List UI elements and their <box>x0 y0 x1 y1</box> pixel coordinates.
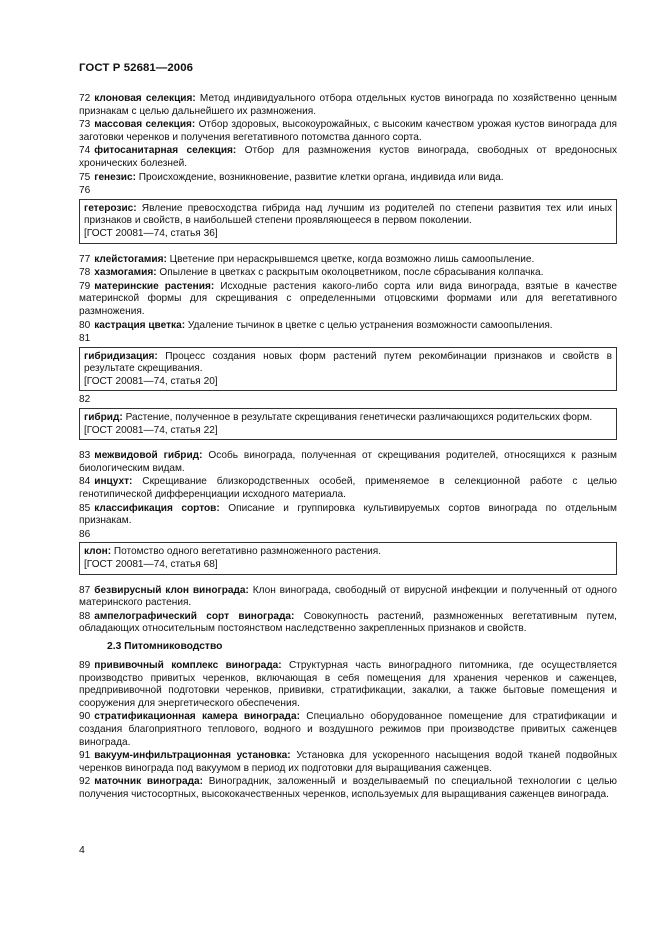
box-term: гетерозис: <box>84 202 137 214</box>
entry-term: ампелографический сорт винограда: <box>94 610 295 622</box>
entry-term: инцухт: <box>94 476 133 488</box>
box-definition: Растение, полученное в результате скрещивания генетически различающихся родительских форм. <box>122 412 593 424</box>
term-entry-92 <box>79 776 617 801</box>
entry-term: массовая селекция: <box>94 119 196 131</box>
entry-number: 79 <box>79 280 91 292</box>
entry-term: материнские растения: <box>94 280 215 292</box>
reference-box-86 <box>79 542 617 574</box>
entry-term: генезис: <box>94 171 136 183</box>
entry-term: маточник винограда: <box>94 776 203 788</box>
entry-definition: Особь винограда, полученная от скрещивания родителей, относящихся к разным биологическим видам. <box>79 450 617 474</box>
entry-term: хазмогамия: <box>94 267 157 279</box>
entry-number: 88 <box>79 610 91 622</box>
entry-definition: Отбор здоровых, высокоурожайных, с высоким качеством урожая кустов винограда для заготовки черенков и получения вегетативного потомства данного сорта. <box>79 119 617 143</box>
box-source: [ГОСТ 20081—74, статья 22] <box>84 424 218 436</box>
entry-term: прививочный комплекс винограда: <box>94 659 282 671</box>
entry-number: 75 <box>79 171 91 183</box>
entry-number: 83 <box>79 450 91 462</box>
entry-term: фитосанитарная селекция: <box>94 145 237 157</box>
entry-definition: Исходные растения какого-либо сорта или вида винограда, взятые в качестве материнской формы для скрещивания с определенными отцовскими формами или для вегетативного размножения. <box>79 280 618 317</box>
entry-definition: Происхождение, возникновение, развитие клетки органа, индивида или вида. <box>135 171 504 183</box>
term-entry-72 <box>79 93 617 118</box>
reference-box-81 <box>79 347 617 392</box>
entry-term: клоновая селекция: <box>94 93 196 104</box>
entry-number: 74 <box>79 145 91 157</box>
box-source: [ГОСТ 20081—74, статья 36] <box>84 227 218 239</box>
entry-definition: Опыление в цветках с раскрытым околоцветником, после сбрасывания колпачка. <box>156 267 544 279</box>
entry-definition: Виноградник, заложенный и возделываемый по специальной технологии с целью получения чистосортных, высококачественных черенков, используемых для выращивания саженцев винограда. <box>79 776 617 800</box>
term-entry-74 <box>79 145 617 170</box>
term-entry-89 <box>79 660 617 710</box>
ref-entry-number-86: 86 <box>79 528 91 540</box>
box-term: гибрид: <box>84 412 123 424</box>
term-entry-73 <box>79 119 617 144</box>
entry-definition: Отбор для размножения кустов винограда, свободных от вредоносных хронических болезней. <box>79 145 617 169</box>
box-definition: Явление превосходства гибрида над лучшим из родителей по степени развития тех или иных признаков и свойств, в наибольшей степени проявляющееся в первом поколении. <box>84 202 612 227</box>
term-entry-85 <box>79 503 617 528</box>
document-header: ГОСТ Р 52681—2006 <box>79 62 194 74</box>
reference-box-82 <box>79 408 617 440</box>
entry-number: 91 <box>79 750 91 762</box>
box-term: клон: <box>84 546 112 558</box>
term-entry-80 <box>79 320 617 333</box>
box-definition: Потомство одного вегетативно размноженного растения. <box>111 546 382 558</box>
box-source: [ГОСТ 20081—74, статья 68] <box>84 559 218 570</box>
term-entry-88 <box>79 611 617 636</box>
entry-definition: Описание и группировка культивируемых сортов винограда по отдельным признакам. <box>79 502 618 527</box>
entry-definition: Структурная часть виноградного питомника, где осуществляется производство привитых черенков, включающая в себя помещения для хранения черенков и саженцев, предпрививочной подготовки черенков, прививки, стратификации, закалки, а также бытовые помещения и сооружения для энергетического обеспечения. <box>79 659 618 709</box>
ref-entry-number-76: 76 <box>79 185 91 197</box>
entry-term: межвидовой гибрид: <box>94 450 203 462</box>
entry-number: 85 <box>79 502 91 514</box>
entry-term: классификация сортов: <box>94 502 220 514</box>
page-number: 4 <box>79 844 85 856</box>
entry-definition: Метод индивидуального отбора отдельных кустов винограда по хозяйственно ценным признакам с целью дальнейшего их размножения. <box>79 93 617 117</box>
entry-number: 77 <box>79 253 91 265</box>
box-definition: Процесс создания новых форм растений путем рекомбинации признаков и свойств в результате скрещивания. <box>84 350 612 375</box>
entry-term: стратификационная камера винограда: <box>94 711 300 723</box>
term-entry-84 <box>79 476 617 501</box>
ref-entry-number-81: 81 <box>79 333 91 345</box>
entry-term: клейстогамия: <box>94 253 167 265</box>
entry-number: 90 <box>79 711 91 723</box>
entry-term: кастрация цветка: <box>94 319 186 331</box>
entry-definition: Скрещивание близкородственных особей, применяемое в селекционной работе с целью генотипической дифференциации исходного материала. <box>79 476 617 501</box>
entry-number: 78 <box>79 267 91 279</box>
box-term: гибридизация: <box>84 350 158 362</box>
term-entry-79 <box>79 281 617 319</box>
term-entry-77 <box>79 254 617 267</box>
entry-number: 84 <box>79 476 91 488</box>
term-entry-78 <box>79 267 617 280</box>
entry-number: 73 <box>79 119 91 131</box>
entry-number: 72 <box>79 93 91 104</box>
entry-term: вакуум-инфильтрационная установка: <box>94 750 291 762</box>
entry-term: безвирусный клон винограда: <box>94 584 249 596</box>
entry-definition: Специально оборудованное помещение для стратификации и создания благоприятного теплового, водного и воздушного режимов при производстве привитых саженцев винограда. <box>79 711 617 748</box>
term-entry-83 <box>79 450 617 475</box>
entry-number: 92 <box>79 776 91 788</box>
entry-definition: Установка для ускоренного насыщения водой тканей подвойных черенков винограда под вакуумом в период их подготовки для выращивания саженцев. <box>79 750 617 774</box>
term-entry-91 <box>79 750 617 775</box>
term-entry-87 <box>79 585 617 610</box>
entry-definition: Совокупность растений, размноженных вегетативным путем, обладающих относительным постоянством наследственно закрепленных признаков и свойств. <box>79 610 617 635</box>
entry-definition: Клон винограда, свободный от вирусной инфекции и полученный от одного материнского растения. <box>79 584 617 609</box>
box-source: [ГОСТ 20081—74, статья 20] <box>84 375 218 387</box>
entry-definition: Удаление тычинок в цветке с целью устранения возможности самоопыления. <box>185 319 553 331</box>
term-entry-75 <box>79 172 617 185</box>
reference-box-76 <box>79 199 617 244</box>
entry-definition: Цветение при нераскрывшемся цветке, когда возможно лишь самоопыление. <box>166 253 535 265</box>
term-entry-90 <box>79 711 617 749</box>
entry-number: 80 <box>79 319 91 331</box>
ref-entry-number-82: 82 <box>79 394 91 406</box>
section-heading: 2.3 Питомниководство <box>107 640 223 652</box>
entry-number: 89 <box>79 659 91 671</box>
entry-number: 87 <box>79 584 91 596</box>
